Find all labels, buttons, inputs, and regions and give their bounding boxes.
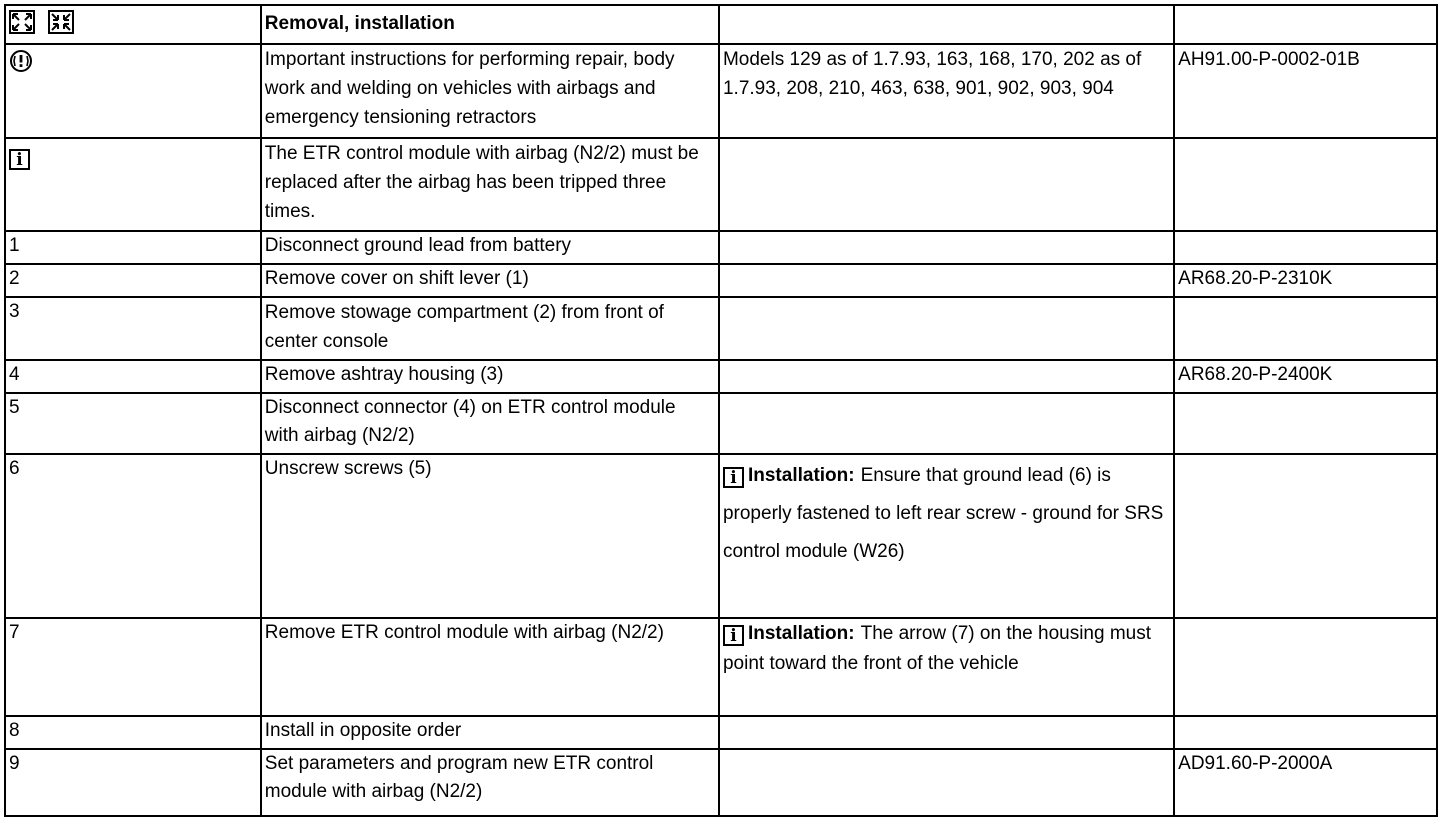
step-number: 6: [5, 454, 261, 618]
header-icons-cell: [5, 5, 261, 44]
step-number: 2: [5, 264, 261, 297]
step-number: 4: [5, 360, 261, 393]
installation-note-text: The arrow (7) on the housing must point toward the front of the vehicle: [722, 623, 1152, 674]
step-ref-link[interactable]: AD91.60-P-2000A: [1174, 749, 1437, 816]
safety-ref-link[interactable]: AH91.00-P-0002-01B: [1174, 44, 1437, 138]
safety-row: [5, 44, 1437, 138]
info-box-icon: i: [9, 149, 30, 170]
step-ref-link[interactable]: AR68.20-P-2310K: [1174, 264, 1437, 297]
info-box-icon: i: [723, 625, 744, 646]
header-row: [5, 5, 1437, 44]
step-number: 5: [5, 393, 261, 454]
step-text: Unscrew screws (5): [261, 454, 719, 618]
installation-note: [719, 454, 1174, 618]
collapse-arrows-icon[interactable]: [48, 10, 74, 43]
expand-arrows-icon[interactable]: [9, 10, 35, 43]
step-text: Set parameters and program new ETR control module with airbag (N2/2): [261, 749, 719, 816]
safety-models: Models 129 as of 1.7.93, 163, 168, 170, 202 as of 1.7.93, 208, 210, 463, 638, 901, 902, 903, 904: [719, 44, 1174, 138]
installation-note-text: Ensure that ground lead (6) is properly fastened to left rear screw - ground for SRS control module (W26): [722, 465, 1164, 562]
safety-instructions: Important instructions for performing repair, body work and welding on vehicles with airbags and emergency tensioning retractors: [261, 44, 719, 138]
warning-circle-icon: [9, 49, 33, 82]
step-ref-link[interactable]: [1174, 454, 1437, 618]
installation-label: Installation:: [747, 465, 855, 486]
info-box-icon: i: [723, 467, 744, 488]
table-row: [5, 360, 1437, 393]
step-ref-link[interactable]: [1174, 231, 1437, 264]
step-ref-link[interactable]: [1174, 393, 1437, 454]
installation-note: [719, 618, 1174, 716]
step-number: 7: [5, 618, 261, 716]
table-row: [5, 749, 1437, 816]
procedure-table: [4, 4, 1438, 817]
step-text: Remove ETR control module with airbag (N2/2): [261, 618, 719, 716]
table-row: [5, 618, 1437, 716]
step-number: 9: [5, 749, 261, 816]
info-row: [5, 138, 1437, 231]
table-row: [5, 393, 1437, 454]
step-ref-link[interactable]: [1174, 618, 1437, 716]
step-text: Disconnect ground lead from battery: [261, 231, 719, 264]
table-row: [5, 297, 1437, 360]
step-text: Remove cover on shift lever (1): [261, 264, 719, 297]
step-text: Remove ashtray housing (3): [261, 360, 719, 393]
step-ref-link[interactable]: AR68.20-P-2400K: [1174, 360, 1437, 393]
step-number: 3: [5, 297, 261, 360]
installation-label: Installation:: [747, 623, 855, 644]
step-text: Install in opposite order: [261, 716, 719, 749]
step-number: 8: [5, 716, 261, 749]
step-text: Remove stowage compartment (2) from front of center console: [261, 297, 719, 360]
step-ref-link[interactable]: [1174, 297, 1437, 360]
table-row: [5, 716, 1437, 749]
info-text: The ETR control module with airbag (N2/2) must be replaced after the airbag has been tripped three times.: [261, 138, 719, 231]
step-number: 1: [5, 231, 261, 264]
page-title: Removal, installation: [261, 5, 719, 44]
table-row: [5, 231, 1437, 264]
table-row: [5, 454, 1437, 618]
step-text: Disconnect connector (4) on ETR control module with airbag (N2/2): [261, 393, 719, 454]
step-ref-link[interactable]: [1174, 716, 1437, 749]
table-row: [5, 264, 1437, 297]
